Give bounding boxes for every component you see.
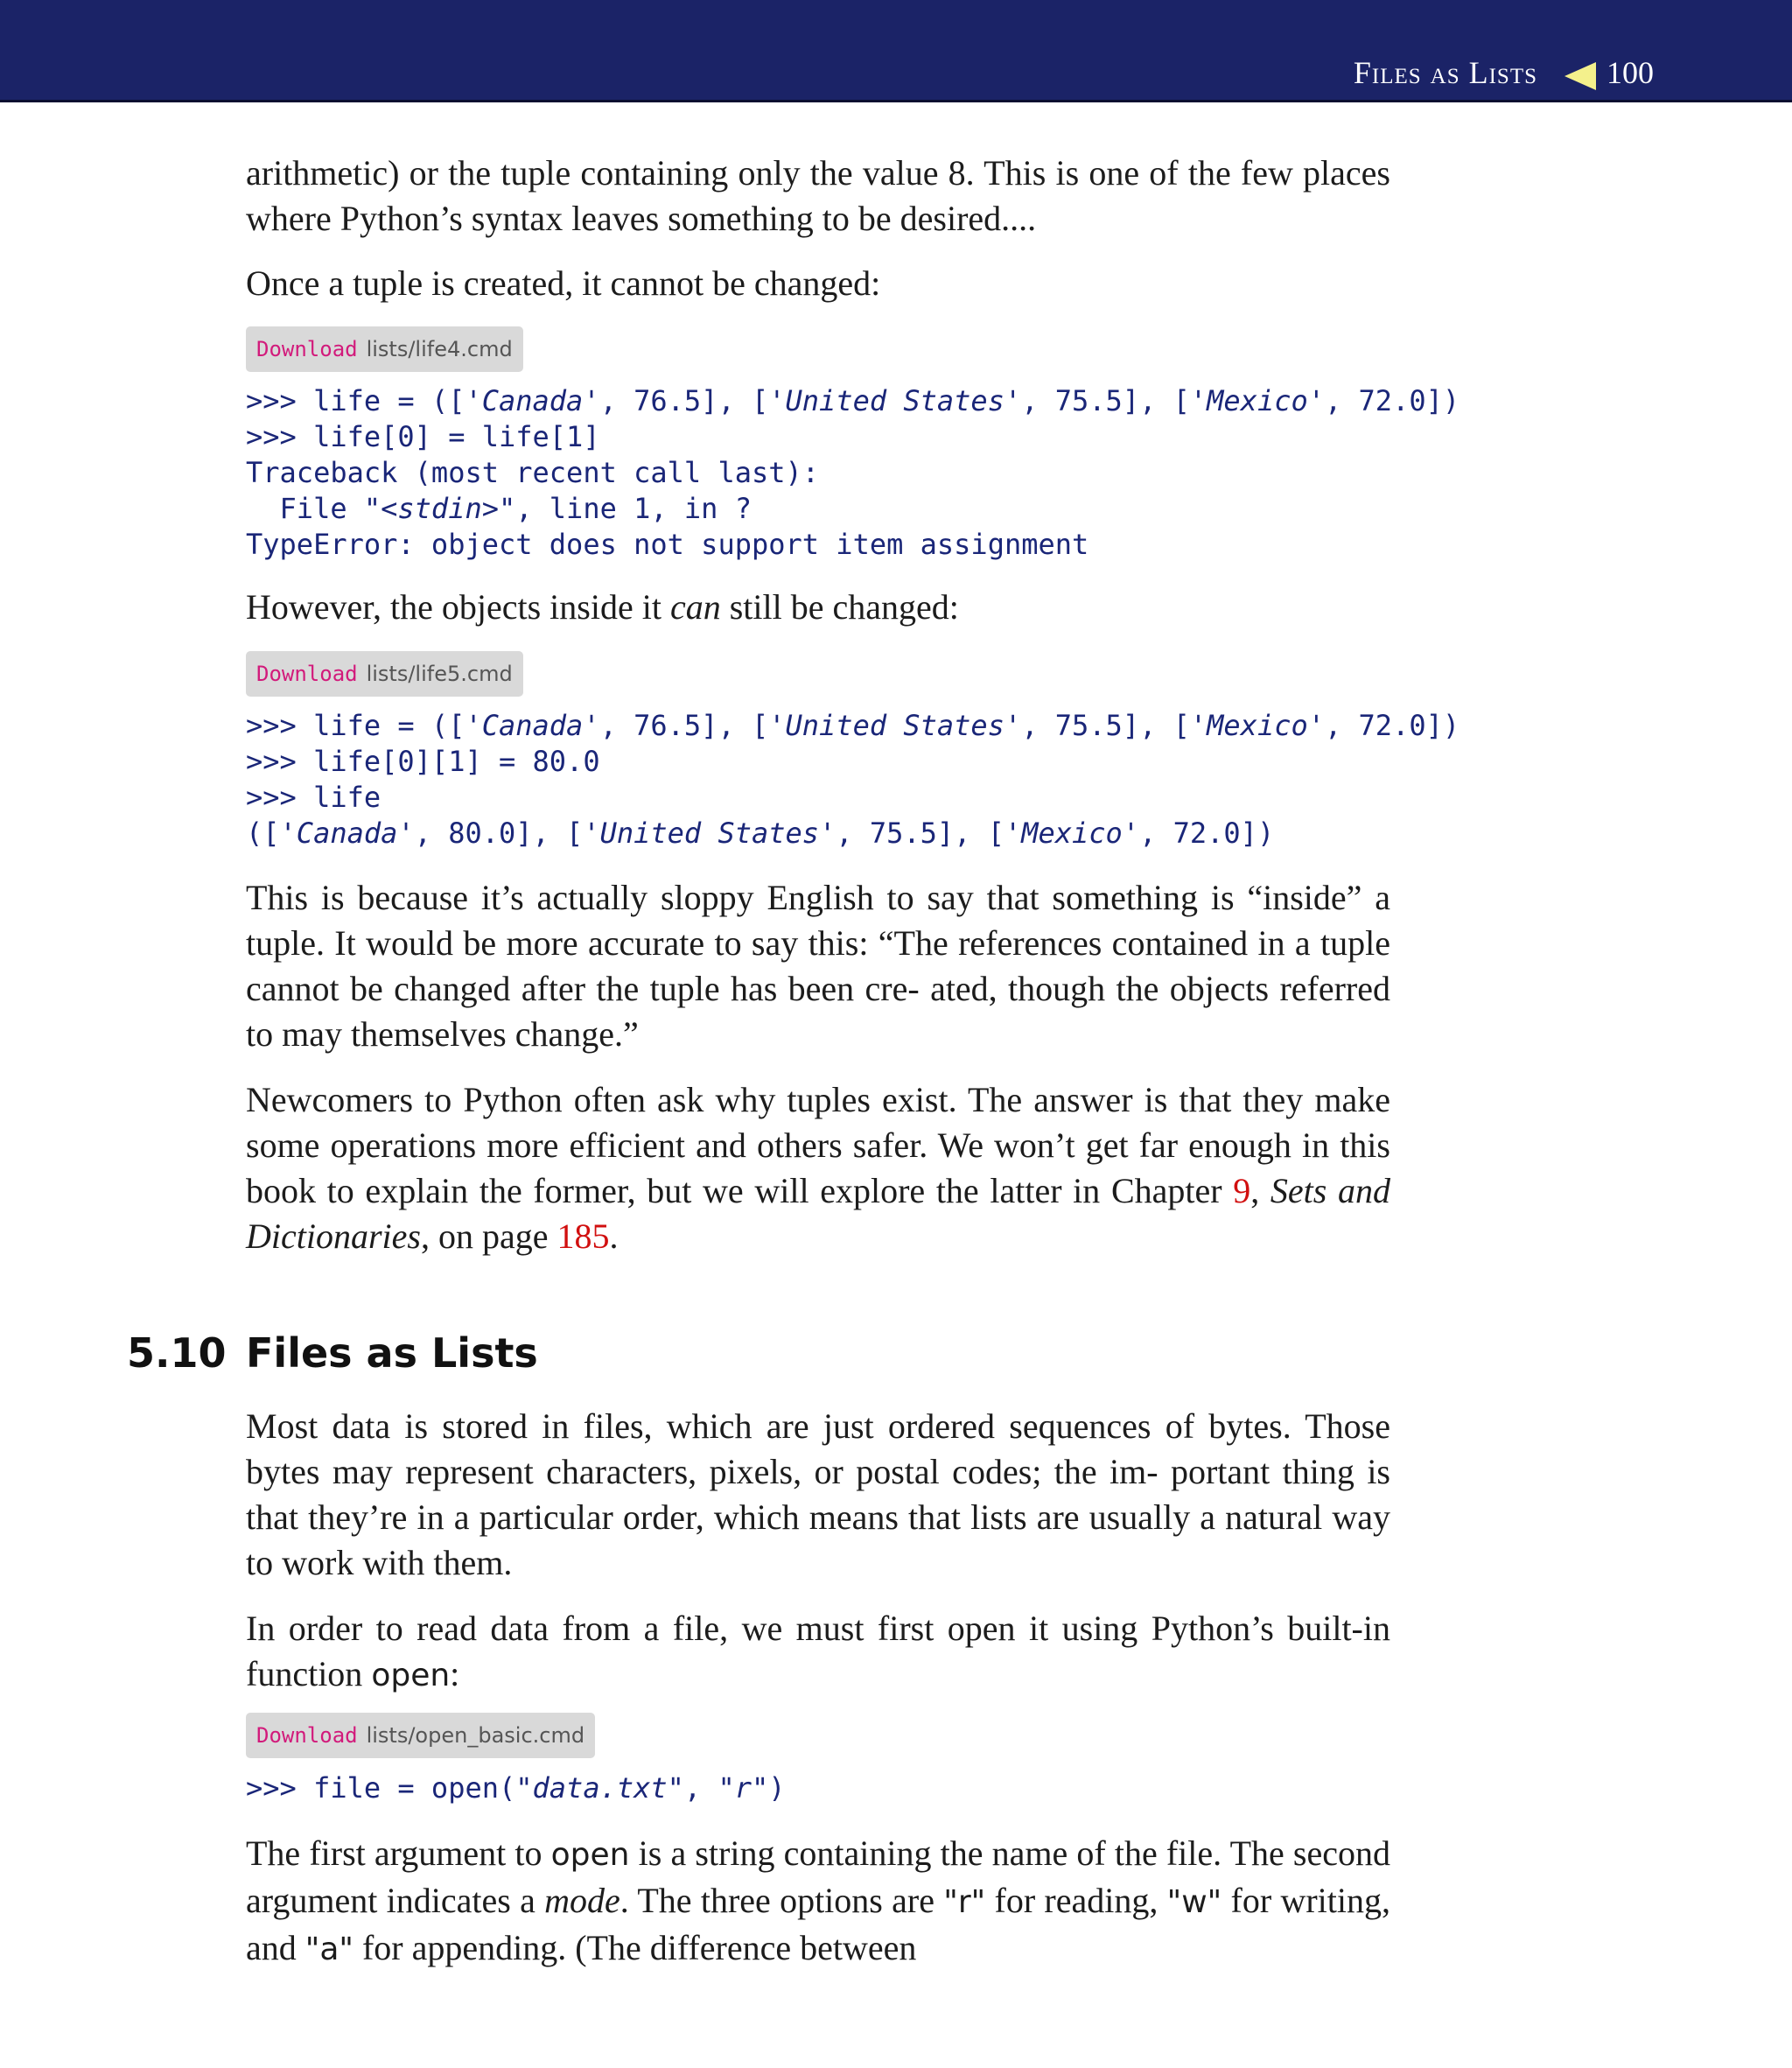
header-section-title: Files as Lists	[1353, 55, 1537, 90]
download-bar[interactable]	[246, 651, 523, 697]
download-path[interactable]: lists/life5.cmd	[366, 662, 513, 686]
paragraph-objects-changed: However, the objects inside it can still be changed:	[246, 587, 959, 627]
code-line: >>> life	[246, 781, 382, 814]
paragraph-why-tuples: Newcomers to Python often ask why tuples exist. The answer is that they make some operations more efficient and others safer. We won’t get far enough in this book to explain the former, but we will explore the latter in Chapter 9, Sets and Dictionaries, on page 185.	[246, 1080, 1391, 1256]
code-line: >>> life = (['Canada', 76.5], ['United States', 75.5], ['Mexico', 72.0])	[246, 709, 1460, 742]
code-line: >>> life[0] = life[1]	[246, 420, 600, 453]
code-line: TypeError: object does not support item assignment	[246, 528, 1089, 561]
download-bar[interactable]	[246, 326, 523, 372]
paragraph-tuple-syntax: arithmetic) or the tuple containing only the value 8. This is one of the few places where Python’s syntax leaves something to be desired....	[246, 153, 1390, 238]
previous-page-arrow-icon[interactable]	[1564, 62, 1596, 90]
section-title: Files as Lists	[246, 1329, 538, 1377]
header-page-number: 100	[1606, 55, 1654, 90]
download-path[interactable]: lists/life4.cmd	[366, 337, 513, 361]
paragraph-files-bytes: Most data is stored in files, which are just ordered sequences of bytes. Those bytes may represent characters, pixels, or postal codes; the im- portant thing is that they’re in a particular order, which means that lists are usually a natural way to work with them.	[246, 1406, 1390, 1582]
download-label[interactable]: Download	[256, 1723, 358, 1748]
download-bar[interactable]	[246, 1713, 595, 1758]
code-line: >>> file = open("data.txt", "r")	[246, 1771, 786, 1805]
chapter-link[interactable]: 9	[1233, 1171, 1251, 1210]
running-header	[0, 0, 1792, 102]
code-block-life4	[246, 383, 1460, 563]
paragraph-open-args: The first argument to open is a string containing the name of the file. The second argument indicates a mode. The three options are "r" for reading, "w" for writing, and "a" for appending. (The difference between	[246, 1833, 1391, 1967]
code-line: (['Canada', 80.0], ['United States', 75.5], ['Mexico', 72.0])	[246, 817, 1275, 850]
paragraph-open-file: In order to read data from a file, we must first open it using Python’s built-in function open:	[246, 1609, 1390, 1693]
code-block-life5	[246, 708, 1460, 852]
paragraph-tuple-immutable: Once a tuple is created, it cannot be changed:	[246, 263, 881, 303]
code-line: >>> life[0][1] = 80.0	[246, 745, 600, 778]
section-number: 5.10	[127, 1329, 227, 1377]
download-path[interactable]: lists/open_basic.cmd	[366, 1723, 585, 1748]
code-line: File "<stdin>", line 1, in ?	[246, 492, 752, 525]
code-block-open	[246, 1770, 786, 1806]
paragraph-sloppy-english: This is because it’s actually sloppy English to say that something is “inside” a tuple. It would be more accurate to say this: “The references contained in a tuple cannot be changed after the tuple has been cre- ated, though the objects referred to may themselves change.”	[246, 878, 1390, 1054]
download-label[interactable]: Download	[256, 662, 358, 686]
code-line: >>> life = (['Canada', 76.5], ['United States', 75.5], ['Mexico', 72.0])	[246, 384, 1460, 417]
code-line: Traceback (most recent call last):	[246, 456, 820, 489]
download-label[interactable]: Download	[256, 337, 358, 361]
page-link[interactable]: 185	[556, 1216, 610, 1256]
